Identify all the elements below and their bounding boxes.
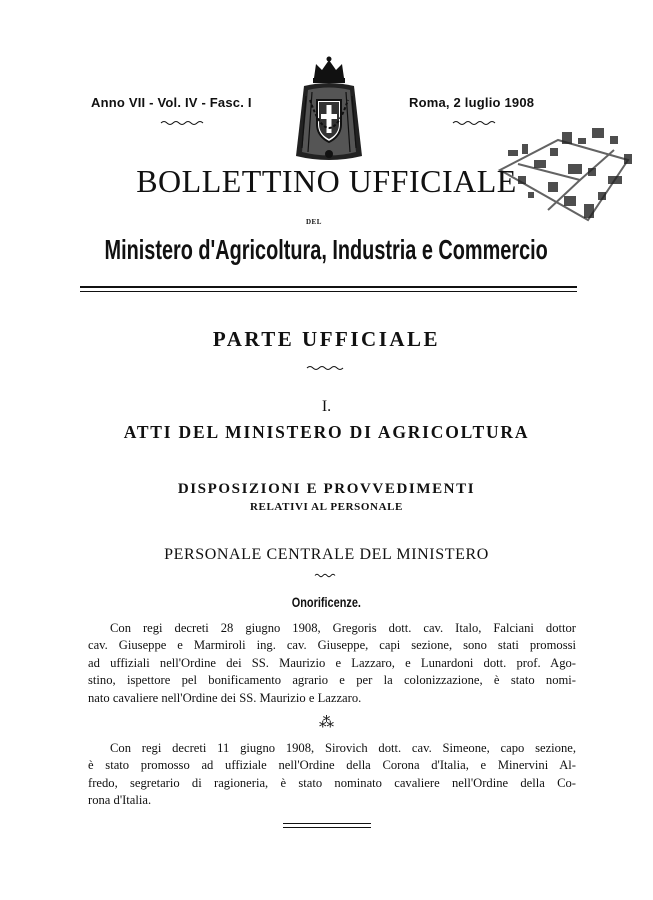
- subheading-secondary: RELATIVI AL PERSONALE: [250, 501, 403, 513]
- paragraph-line: ad uffiziali nell'Ordine dei SS. Maurizio e Lazzaro, e Lunardoni dott. prof. Ago-: [88, 655, 576, 670]
- paragraph-line: stino, ispettore pel bonificamento agrario e per la colonizzazione, è stato nomi-: [88, 673, 576, 688]
- topic-heading: Onorificenze.: [291, 594, 362, 610]
- paragraph-line: cav. Giuseppe e Marmiroli ing. cav. Giuseppe, capi sezione, sono stati promossi: [88, 638, 576, 653]
- asterism-separator: ⁂: [319, 715, 334, 731]
- subheading-primary: DISPOSIZIONI E PROVVEDIMENTI: [177, 481, 476, 497]
- issue-info: Anno VII - Vol. IV - Fasc. I: [91, 95, 252, 110]
- ministry-name: Ministero d'Agricoltura, Industria e Commercio: [104, 234, 549, 265]
- paragraph-line: è stato promosso ad uffiziale nell'Ordine della Corona d'Italia, e Minervini Al-: [88, 758, 576, 773]
- title-connector: DEL: [306, 218, 322, 226]
- topic-wrapper: [0, 594, 653, 612]
- category-squiggle: [314, 573, 340, 578]
- header-left-squiggle: [160, 120, 206, 126]
- part-heading: PARTE UFFICIALE: [212, 327, 441, 351]
- paragraph-1: [88, 620, 576, 707]
- paragraph-line: nato cavaliere nell'Ordine dei SS. Maurizio e Lazzaro.: [88, 690, 362, 705]
- masthead-rule-top: [80, 286, 577, 288]
- paragraph-line: fredo, segretario di ragioneria, è stato nominato cavaliere nell'Ordine della Co-: [88, 775, 576, 790]
- ministry-wrapper: [0, 234, 653, 266]
- masthead-rule-bottom: [80, 291, 577, 292]
- paragraph-line: rona d'Italia.: [88, 793, 152, 808]
- section-number: I.: [321, 398, 332, 415]
- bulletin-title: BOLLETTINO UFFICIALE: [136, 163, 517, 199]
- bottom-rule-bottom: [283, 827, 371, 828]
- section-heading: ATTI DEL MINISTERO DI AGRICOLTURA: [123, 422, 530, 442]
- issue-date: Roma, 2 luglio 1908: [409, 95, 535, 110]
- paragraph-line: Con regi decreti 28 giugno 1908, Gregoris dott. cav. Italo, Falciani dottor: [110, 621, 576, 635]
- coat-of-arms-emblem: [286, 56, 372, 168]
- category-heading: PERSONALE CENTRALE DEL MINISTERO: [164, 546, 489, 563]
- part-squiggle: [306, 365, 348, 371]
- bottom-rule-top: [283, 823, 371, 824]
- paragraph-line: Con regi decreti 11 giugno 1908, Sirovich dott. cav. Simeone, capo sezione,: [110, 741, 576, 755]
- paragraph-2: [88, 740, 576, 810]
